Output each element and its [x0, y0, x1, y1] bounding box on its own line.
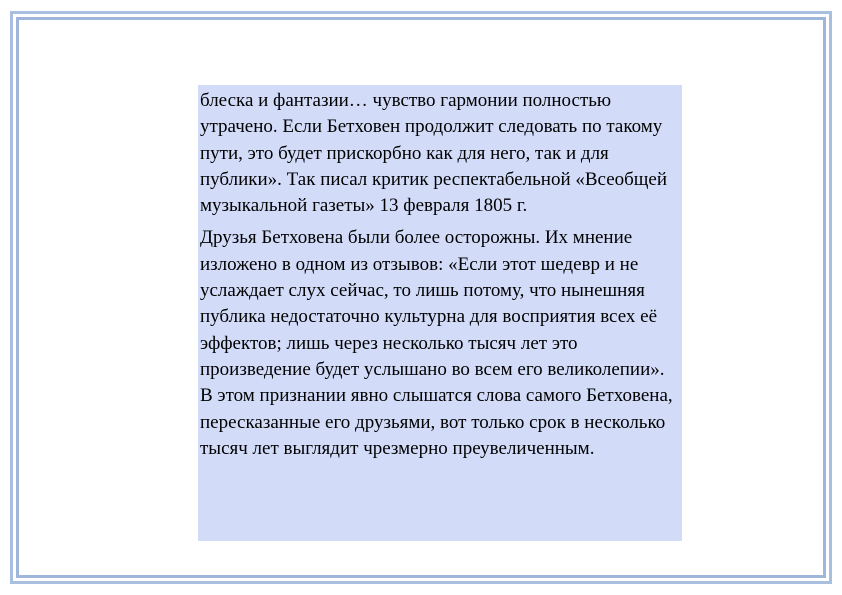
text-block	[198, 85, 682, 541]
paragraph-friends-opinion: Друзья Бетховена были более осторожны. Их мнение изложено в одном из отзывов: «Если этот шедевр и не услаждает слух сейчас, то лишь потому, что нынешняя публика недостаточно культурна для восприятия всех её эффектов; лишь через несколько тысяч лет это произведение будет услышано во всем его великолепии». В этом признании явно слышатся слова самого Бетховена, пересказанные его друзьями, вот только срок в несколько тысяч лет выглядит чрезмерно преувеличенным.	[200, 227, 673, 459]
paragraph-critic-quote: блеска и фантазии… чувство гармонии полностью утрачено. Если Бетховен продолжит следовать по такому пути, это будет прискорбно как для него, так и для публики». Так писал критик респектабельной «Всеобщей музыкальной газеты» 13 февраля 1805 г.	[200, 90, 668, 217]
